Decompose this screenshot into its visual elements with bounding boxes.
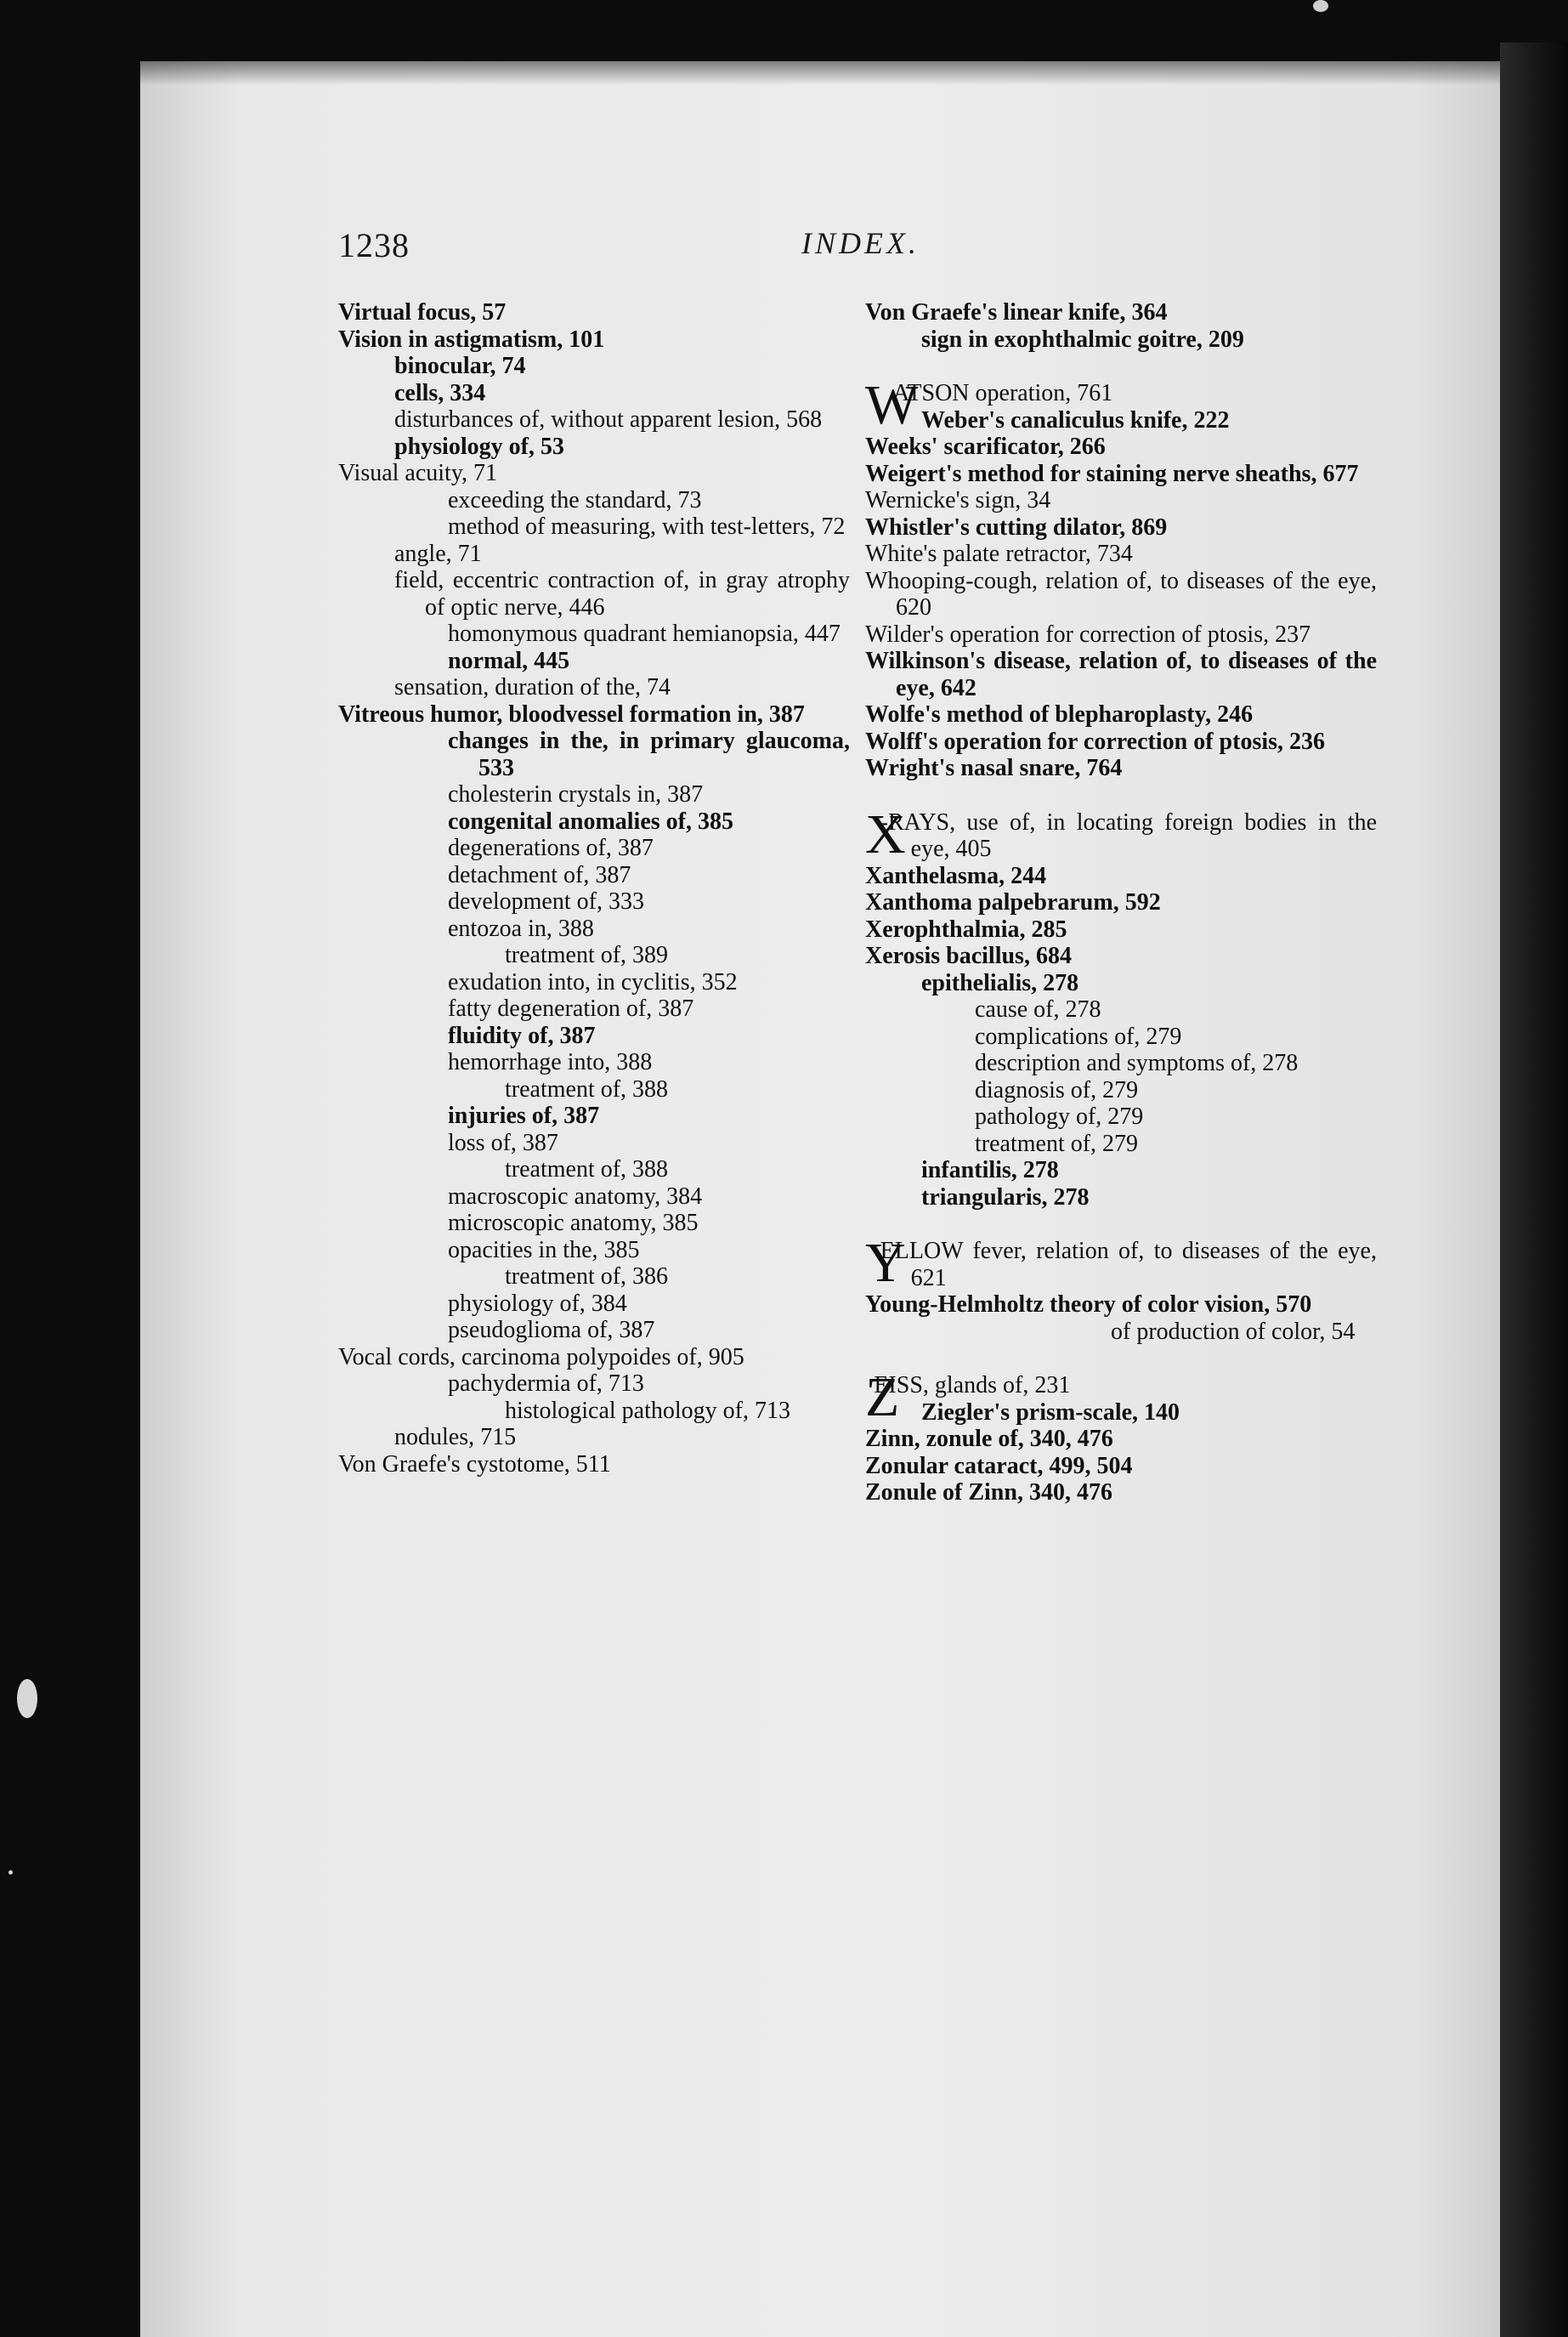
index-entry: development of, 333 — [448, 888, 644, 915]
index-entry: cause of, 278 — [975, 996, 1101, 1023]
index-entry: infantilis, 278 — [921, 1157, 1059, 1183]
index-entry: opacities in the, 385 — [448, 1236, 640, 1263]
page-top-shadow — [140, 51, 1500, 85]
index-entry: Zonular cataract, 499, 504 — [865, 1452, 1133, 1479]
index-entry: histological pathology of, 713 — [505, 1397, 790, 1424]
index-entry: fatty degeneration of, 387 — [448, 995, 694, 1022]
index-entry: diagnosis of, 279 — [975, 1076, 1139, 1103]
index-entry: cells, 334 — [394, 379, 486, 406]
index-entry: pseudoglioma of, 387 — [448, 1317, 655, 1343]
index-entry: pachydermia of, 713 — [448, 1370, 644, 1397]
index-entry: Whistler's cutting dilator, 869 — [865, 513, 1168, 541]
index-entry: macroscopic anatomy, 384 — [448, 1183, 703, 1210]
index-entry: Virtual focus, 57 — [338, 299, 507, 326]
index-entry: degenerations of, 387 — [448, 835, 654, 861]
scan-blemish — [8, 1870, 13, 1875]
index-entry: Weeks' scarificator, 266 — [865, 434, 1106, 460]
index-entry: method of measuring, with test-letters, 72 — [448, 513, 846, 540]
index-entry: congenital anomalies of, 385 — [448, 808, 733, 835]
index-entry: disturbances of, without apparent lesion, 568 — [394, 406, 823, 433]
index-entry: Wernicke's sign, 34 — [865, 487, 1051, 513]
index-entry: exceeding the standard, 73 — [448, 486, 702, 513]
index-entry: treatment of, 388 — [505, 1156, 669, 1183]
index-entry: Xanthelasma, 244 — [865, 862, 1047, 889]
index-entry: Xerosis bacillus, 684 — [865, 943, 1072, 969]
page-header — [338, 225, 1388, 268]
index-entry: Von Graefe's linear knife, 364 — [865, 299, 1168, 326]
index-entry: sign in exophthalmic goitre, 209 — [921, 326, 1244, 353]
index-entry: Weber's canaliculus knife, 222 — [921, 406, 1230, 434]
index-entry: Wilder's operation for correction of ptosis, 237 — [865, 621, 1311, 648]
index-entry: Xerophthalmia, 285 — [865, 916, 1067, 943]
index-entry: nodules, 715 — [394, 1424, 517, 1450]
index-entry: Weigert's method for staining nerve sheaths, 677 — [865, 460, 1359, 487]
index-entry: microscopic anatomy, 385 — [448, 1210, 699, 1236]
index-entry: normal, 445 — [448, 647, 570, 674]
index-entry: cholesterin crystals in, 387 — [448, 781, 704, 808]
index-entry: homonymous quadrant hemianopsia, 447 — [448, 621, 841, 647]
index-entry: treatment of, 389 — [505, 942, 669, 968]
index-entry: triangularis, 278 — [921, 1183, 1090, 1211]
index-entry: Xanthoma palpebrarum, 592 — [865, 889, 1161, 916]
index-entry: White's palate retractor, 734 — [865, 541, 1133, 567]
index-entry: Zinn, zonule of, 340, 476 — [865, 1426, 1113, 1452]
index-entry: treatment of, 388 — [505, 1075, 669, 1103]
index-entry: WATSON operation, 761 — [865, 374, 1113, 436]
index-entry: X-RAYS, use of, in locating foreign bodies in the eye, 405 — [865, 803, 1377, 865]
index-entry: hemorrhage into, 388 — [448, 1049, 653, 1075]
index-entry: physiology of, 53 — [394, 433, 564, 460]
index-entry: YELLOW fever, relation of, to diseases of the eye, 621 — [865, 1232, 1377, 1294]
index-entry: Whooping-cough, relation of, to diseases of the eye, 620 — [865, 567, 1377, 621]
facing-page-edge — [1500, 43, 1568, 2337]
index-entry: treatment of, 386 — [505, 1263, 669, 1290]
scan-blemish — [17, 1679, 37, 1718]
index-entry: Vision in astigmatism, 101 — [338, 326, 605, 353]
index-entry: Wolfe's method of blepharoplasty, 246 — [865, 701, 1254, 728]
index-column-left — [338, 299, 850, 1478]
index-entry: Wilkinson's disease, relation of, to diseases of the eye, 642 — [865, 648, 1377, 701]
index-entry: changes in the, in primary glaucoma, 533 — [448, 728, 850, 781]
index-entry: exudation into, in cyclitis, 352 — [448, 968, 738, 995]
index-entry: loss of, 387 — [448, 1129, 558, 1156]
scan-blemish — [1313, 0, 1328, 12]
index-entry: description and symptoms of, 278 — [975, 1050, 1299, 1076]
index-column-right — [865, 299, 1377, 1506]
index-entry: Wolff's operation for correction of ptosis, 236 — [865, 728, 1326, 755]
index-entry: angle, 71 — [394, 540, 482, 567]
index-entry: treatment of, 279 — [975, 1130, 1139, 1157]
index-entry: epithelialis, 278 — [921, 969, 1079, 996]
index-entry: sensation, duration of the, 74 — [394, 674, 671, 701]
index-entry: Wright's nasal snare, 764 — [865, 755, 1123, 781]
index-entry: complications of, 279 — [975, 1023, 1182, 1050]
index-entry: Young-Helmholtz theory of color vision, 570 — [865, 1291, 1312, 1318]
index-entry: field, eccentric contraction of, in gray atrophy of optic nerve, 446 — [394, 567, 850, 621]
index-entry: entozoa in, 388 — [448, 915, 594, 942]
running-title: INDEX. — [801, 226, 920, 260]
index-entry: Vocal cords, carcinoma polypoides of, 905 — [338, 1343, 744, 1370]
index-entry: of production of color, 54 — [1111, 1318, 1356, 1345]
index-entry: Ziegler's prism-scale, 140 — [921, 1398, 1180, 1426]
index-entry: physiology of, 384 — [448, 1290, 627, 1317]
index-entry: Vitreous humor, bloodvessel formation in, 387 — [338, 701, 805, 728]
index-entry: injuries of, 387 — [448, 1103, 600, 1129]
index-entry: detachment of, 387 — [448, 861, 631, 888]
index-entry: ZEISS, glands of, 231 — [865, 1366, 1071, 1428]
index-entry: Visual acuity, 71 — [338, 460, 498, 486]
index-entry: pathology of, 279 — [975, 1103, 1144, 1130]
index-entry: Zonule of Zinn, 340, 476 — [865, 1479, 1112, 1506]
index-entry: binocular, 74 — [394, 353, 526, 379]
page-number: 1238 — [338, 226, 410, 264]
index-entry: fluidity of, 387 — [448, 1022, 596, 1049]
index-entry: Von Graefe's cystotome, 511 — [338, 1450, 611, 1478]
